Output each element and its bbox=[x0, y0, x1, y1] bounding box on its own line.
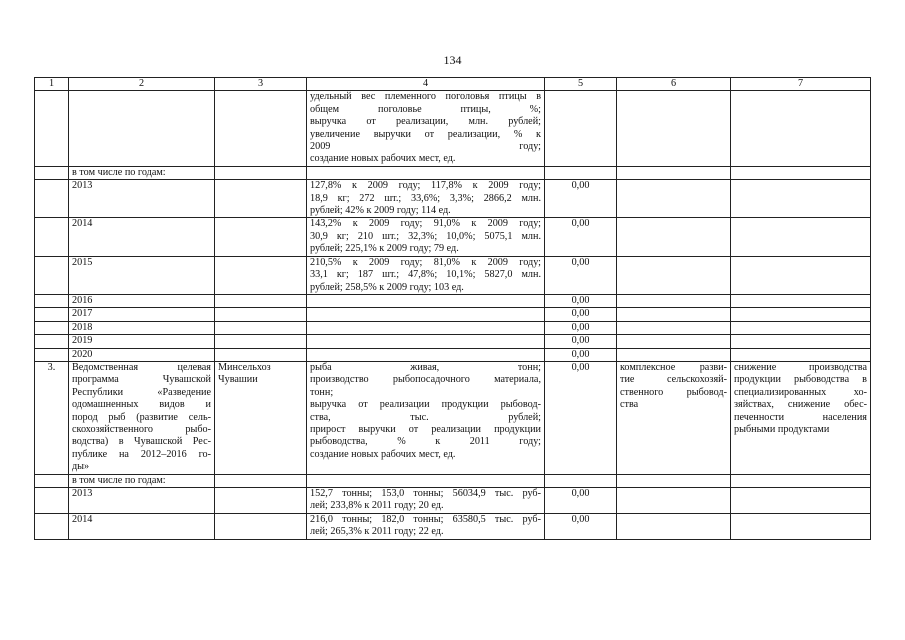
row-number-cell bbox=[35, 218, 69, 256]
table-row bbox=[35, 308, 871, 321]
indicators-cell bbox=[307, 513, 545, 539]
program-name-cell bbox=[69, 308, 215, 321]
column-number-row bbox=[35, 78, 871, 91]
executor-cell bbox=[215, 321, 307, 334]
funding-cell bbox=[545, 335, 617, 348]
indicators-cell bbox=[307, 180, 545, 218]
cell-text-line: 152,7 тонны; 153,0 тонны; 56034,9 тыс. руб- bbox=[310, 488, 541, 499]
row-number-cell bbox=[35, 256, 69, 294]
main-directions-cell bbox=[617, 91, 731, 166]
cell-text-line: 143,2% к 2009 году; 91,0% к 2009 году; bbox=[310, 218, 541, 230]
cell-text-line: прирост выручки от реализации продукции bbox=[310, 423, 541, 435]
cell-text-line: рублей; 42% к 2009 году; 114 ед. bbox=[310, 205, 451, 217]
cell-text-line: рыбоводства, % к 2011 году; bbox=[310, 436, 541, 448]
consequences-cell bbox=[731, 321, 871, 334]
cell-text-line: тие сельскохозяй- bbox=[620, 374, 727, 386]
funding-cell bbox=[545, 348, 617, 361]
cell-text: 0,00 bbox=[571, 513, 590, 525]
consequences-cell bbox=[731, 308, 871, 321]
funding-cell bbox=[545, 361, 617, 474]
consequences-cell bbox=[731, 256, 871, 294]
row-number-cell bbox=[35, 513, 69, 539]
executor-cell bbox=[215, 361, 307, 474]
cell-text-line: 30,9 кг; 210 шт.; 32,3%; 10,0%; 5075,1 млн. bbox=[310, 230, 541, 242]
cell-text-line: рублей; 225,1% к 2009 году; 79 ед. bbox=[310, 243, 459, 255]
table-row bbox=[35, 91, 871, 166]
funding-cell bbox=[545, 218, 617, 256]
main-directions-cell bbox=[617, 348, 731, 361]
cell-text-line: зяйствах, снижение обес- bbox=[734, 399, 867, 411]
program-name-cell bbox=[69, 335, 215, 348]
main-directions-cell bbox=[617, 180, 731, 218]
funding-cell bbox=[545, 256, 617, 294]
indicators-cell bbox=[307, 488, 545, 514]
executor-cell bbox=[215, 166, 307, 179]
cell-text: 0,00 bbox=[571, 488, 590, 499]
table-row bbox=[35, 361, 871, 474]
executor-cell bbox=[215, 513, 307, 539]
main-directions-cell bbox=[617, 321, 731, 334]
cell-text: 2019 bbox=[72, 335, 93, 347]
indicators-cell bbox=[307, 474, 545, 487]
main-directions-cell bbox=[617, 308, 731, 321]
indicators-cell bbox=[307, 335, 545, 348]
cell-text: в том числе по годам: bbox=[72, 166, 166, 178]
cell-text-line: скохозяйственного рыбо- bbox=[72, 423, 211, 435]
row-number-cell bbox=[35, 361, 69, 474]
cell-text: в том числе по годам: bbox=[72, 474, 166, 486]
cell-text: 0,00 bbox=[571, 294, 590, 306]
cell-text-line: рыбными продуктами bbox=[734, 423, 830, 435]
cell-text-line: публике на 2012–2016 го- bbox=[72, 448, 211, 460]
row-number-cell bbox=[35, 488, 69, 514]
cell-text-line: рублей; 258,5% к 2009 году; 103 ед. bbox=[310, 281, 464, 293]
cell-text: 0,00 bbox=[571, 256, 590, 268]
column-number: 7 bbox=[731, 78, 871, 91]
cell-text: 2020 bbox=[72, 348, 93, 360]
indicators-cell bbox=[307, 321, 545, 334]
cell-text-line: удельный вес племенного поголовья птицы в bbox=[310, 91, 541, 103]
cell-text-line: пород рыб (развитие сель- bbox=[72, 411, 211, 423]
cell-text-line: увеличение выручки от реализации, % к bbox=[310, 128, 541, 140]
cell-text-line: создание новых рабочих мест, ед. bbox=[310, 153, 456, 165]
program-name-cell bbox=[69, 513, 215, 539]
main-directions-cell bbox=[617, 335, 731, 348]
cell-text-line: ства, тыс. рублей; bbox=[310, 411, 541, 423]
indicators-cell bbox=[307, 361, 545, 474]
column-number: 2 bbox=[69, 78, 215, 91]
table-row bbox=[35, 166, 871, 179]
consequences-cell bbox=[731, 294, 871, 307]
cell-text: 0,00 bbox=[571, 218, 590, 230]
cell-text-line: выручка от реализации продукции рыбовод- bbox=[310, 399, 541, 411]
table-row bbox=[35, 474, 871, 487]
main-directions-cell bbox=[617, 488, 731, 514]
cell-text-line: специализированных хо- bbox=[734, 386, 867, 398]
program-name-cell bbox=[69, 348, 215, 361]
cell-text: 2013 bbox=[72, 180, 93, 192]
cell-text-line: программа Чувашской bbox=[72, 374, 211, 386]
program-table bbox=[34, 77, 871, 540]
executor-cell bbox=[215, 335, 307, 348]
cell-text-line: 2009 году; bbox=[310, 141, 541, 153]
cell-text-line: 210,5% к 2009 году; 81,0% к 2009 году; bbox=[310, 256, 541, 268]
page-number: 134 bbox=[443, 53, 462, 67]
cell-text-line: ды» bbox=[72, 461, 90, 473]
executor-cell bbox=[215, 294, 307, 307]
consequences-cell bbox=[731, 180, 871, 218]
program-name-cell bbox=[69, 321, 215, 334]
cell-text-line: производство рыбопосадочного материала, bbox=[310, 374, 541, 386]
cell-text-line: Ведомственная целевая bbox=[72, 361, 211, 373]
table-row bbox=[35, 218, 871, 256]
program-name-cell bbox=[69, 91, 215, 166]
cell-text-line: ственного рыбовод- bbox=[620, 386, 727, 398]
consequences-cell bbox=[731, 474, 871, 487]
column-number: 6 bbox=[617, 78, 731, 91]
row-number-cell bbox=[35, 294, 69, 307]
table-row bbox=[35, 488, 871, 514]
row-number-cell bbox=[35, 348, 69, 361]
cell-text: 0,00 bbox=[571, 361, 590, 373]
cell-text-line: снижение производства bbox=[734, 361, 867, 373]
cell-text: 0,00 bbox=[571, 335, 590, 347]
consequences-cell bbox=[731, 335, 871, 348]
row-number-cell bbox=[35, 321, 69, 334]
main-directions-cell bbox=[617, 294, 731, 307]
funding-cell bbox=[545, 166, 617, 179]
indicators-cell bbox=[307, 91, 545, 166]
cell-text-line: водства) в Чувашской Рес- bbox=[72, 436, 211, 448]
funding-cell bbox=[545, 513, 617, 539]
funding-cell bbox=[545, 488, 617, 514]
indicators-cell bbox=[307, 308, 545, 321]
program-name-cell bbox=[69, 256, 215, 294]
cell-text-line: ства bbox=[620, 399, 639, 411]
program-name-cell bbox=[69, 294, 215, 307]
column-number: 3 bbox=[215, 78, 307, 91]
executor-cell bbox=[215, 218, 307, 256]
table-row bbox=[35, 348, 871, 361]
cell-text: 2013 bbox=[72, 488, 93, 499]
table-row bbox=[35, 294, 871, 307]
cell-text: 2018 bbox=[72, 321, 93, 333]
consequences-cell bbox=[731, 91, 871, 166]
consequences-cell bbox=[731, 361, 871, 474]
row-number-cell bbox=[35, 474, 69, 487]
cell-text-line: создание новых рабочих мест, ед. bbox=[310, 448, 456, 460]
row-number-cell bbox=[35, 166, 69, 179]
cell-text: 0,00 bbox=[571, 321, 590, 333]
cell-text-line: Чувашии bbox=[218, 374, 258, 386]
indicators-cell bbox=[307, 256, 545, 294]
column-number: 5 bbox=[545, 78, 617, 91]
executor-cell bbox=[215, 256, 307, 294]
cell-text: 2016 bbox=[72, 294, 93, 306]
main-directions-cell bbox=[617, 166, 731, 179]
funding-cell bbox=[545, 180, 617, 218]
cell-text-line: Республики «Разведение bbox=[72, 386, 211, 398]
consequences-cell bbox=[731, 166, 871, 179]
cell-text-line: рыба живая, тонн; bbox=[310, 361, 541, 373]
funding-cell bbox=[545, 294, 617, 307]
cell-text-line: печенности населения bbox=[734, 411, 867, 423]
table-row bbox=[35, 321, 871, 334]
main-directions-cell bbox=[617, 513, 731, 539]
table-row bbox=[35, 513, 871, 539]
indicators-cell bbox=[307, 218, 545, 256]
indicators-cell bbox=[307, 166, 545, 179]
cell-text-line: Минсельхоз bbox=[218, 361, 271, 373]
main-directions-cell bbox=[617, 361, 731, 474]
table-row bbox=[35, 256, 871, 294]
cell-text: 2014 bbox=[72, 513, 93, 525]
program-name-cell bbox=[69, 166, 215, 179]
cell-text: 0,00 bbox=[571, 348, 590, 360]
cell-text-line: одомашненных видов и bbox=[72, 399, 211, 411]
program-name-cell bbox=[69, 361, 215, 474]
cell-text-line: 127,8% к 2009 году; 117,8% к 2009 году; bbox=[310, 180, 541, 192]
cell-text-line: выручка от реализации, млн. рублей; bbox=[310, 116, 541, 128]
row-number-cell bbox=[35, 180, 69, 218]
consequences-cell bbox=[731, 488, 871, 514]
funding-cell bbox=[545, 474, 617, 487]
main-directions-cell bbox=[617, 474, 731, 487]
funding-cell bbox=[545, 321, 617, 334]
consequences-cell bbox=[731, 513, 871, 539]
executor-cell bbox=[215, 488, 307, 514]
cell-text-line: продукции рыбоводства в bbox=[734, 374, 867, 386]
consequences-cell bbox=[731, 348, 871, 361]
cell-text: 2017 bbox=[72, 308, 93, 320]
program-name-cell bbox=[69, 474, 215, 487]
main-directions-cell bbox=[617, 218, 731, 256]
cell-text-line: 33,1 кг; 187 шт.; 47,8%; 10,1%; 5827,0 млн. bbox=[310, 269, 541, 281]
executor-cell bbox=[215, 180, 307, 218]
cell-text: 2014 bbox=[72, 218, 93, 230]
cell-text-line: 216,0 тонны; 182,0 тонны; 63580,5 тыс. руб- bbox=[310, 513, 541, 525]
main-directions-cell bbox=[617, 256, 731, 294]
executor-cell bbox=[215, 91, 307, 166]
cell-text-line: лей; 233,8% к 2011 году; 20 ед. bbox=[310, 500, 444, 512]
row-number-cell bbox=[35, 335, 69, 348]
table-row bbox=[35, 335, 871, 348]
cell-text: 0,00 bbox=[571, 180, 590, 192]
indicators-cell bbox=[307, 294, 545, 307]
table-row bbox=[35, 180, 871, 218]
cell-text-line: лей; 265,3% к 2011 году; 22 ед. bbox=[310, 526, 444, 538]
cell-text-line: 18,9 кг; 272 шт.; 33,6%; 3,3%; 2866,2 млн. bbox=[310, 192, 541, 204]
consequences-cell bbox=[731, 218, 871, 256]
executor-cell bbox=[215, 348, 307, 361]
column-number: 4 bbox=[307, 78, 545, 91]
cell-text: 2015 bbox=[72, 256, 93, 268]
funding-cell bbox=[545, 308, 617, 321]
cell-text: 0,00 bbox=[571, 308, 590, 320]
indicators-cell bbox=[307, 348, 545, 361]
cell-text-line: тонн; bbox=[310, 386, 334, 398]
program-name-cell bbox=[69, 180, 215, 218]
executor-cell bbox=[215, 308, 307, 321]
program-name-cell bbox=[69, 218, 215, 256]
executor-cell bbox=[215, 474, 307, 487]
row-number-cell bbox=[35, 308, 69, 321]
funding-cell bbox=[545, 91, 617, 166]
row-number-cell bbox=[35, 91, 69, 166]
cell-text-line: общем поголовье птицы, %; bbox=[310, 103, 541, 115]
cell-text-line: комплексное разви- bbox=[620, 361, 727, 373]
cell-text: 3. bbox=[47, 361, 56, 373]
program-name-cell bbox=[69, 488, 215, 514]
column-number: 1 bbox=[35, 78, 69, 91]
